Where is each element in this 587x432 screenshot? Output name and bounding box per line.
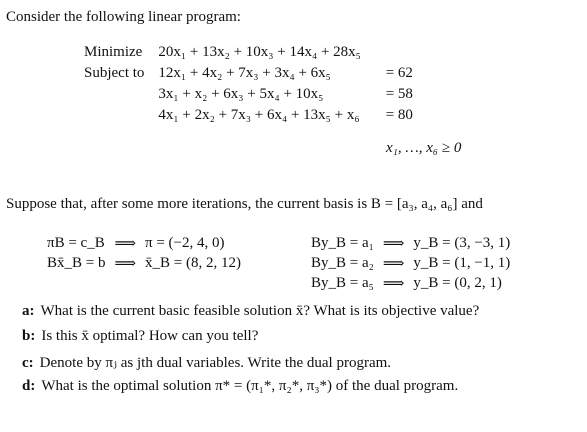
- objective-function: 20x₁ + 13x₂ + 10x₃ + 14x₄ + 28x₅: [158, 44, 361, 60]
- question-text: What is the current basic feasible solution x̄? What is its objective value?: [40, 303, 480, 319]
- derivation-result: y_B = (3, −3, 1): [413, 234, 511, 251]
- question-letter: a:: [22, 303, 35, 319]
- intro-text: Consider the following linear program:: [6, 9, 241, 25]
- question-text: Denote by πⱼ as jth dual variables. Write the dual program.: [39, 355, 392, 371]
- derivation-result: x̄_B = (8, 2, 12): [145, 254, 241, 271]
- implies-arrow: ⟹: [382, 275, 405, 292]
- constraint-lhs: 3x₁ + x₂ + 6x₃ + 5x₄ + 10x₅: [158, 86, 324, 102]
- dual-and-primal-derivations: [47, 233, 241, 273]
- derivation-result: y_B = (0, 2, 1): [413, 274, 502, 291]
- question-item: [22, 328, 479, 353]
- column-derivations: [311, 233, 510, 293]
- constraint-rhs: = 80: [385, 107, 413, 123]
- question-item: [22, 303, 479, 328]
- derivation-equation: By_B = a₂: [311, 254, 374, 271]
- constraint-lhs: 12x₁ + 4x₂ + 7x₃ + 3x₄ + 6x₅: [158, 65, 331, 81]
- question-letter: d:: [22, 378, 36, 394]
- question-letter: b:: [22, 328, 36, 344]
- question-text: What is the optimal solution π* = (π₁*, π₂*, π₃*) of the dual program.: [41, 378, 459, 394]
- basis-statement: Suppose that, after some more iterations, the current basis is B = [a₃, a₄, a₆] and: [6, 196, 483, 212]
- constraint-rhs: = 62: [385, 65, 413, 81]
- derivation-result: π = (−2, 4, 0): [145, 234, 225, 251]
- implies-arrow: ⟹: [114, 235, 136, 252]
- question-item: [22, 353, 479, 378]
- question-letter: c:: [22, 355, 34, 371]
- constraint-rhs: = 58: [385, 86, 413, 102]
- nonnegativity-constraint: x₁, …, x₆ ≥ 0: [386, 140, 462, 156]
- question-item: [22, 378, 479, 403]
- implies-arrow: ⟹: [114, 255, 136, 272]
- implies-arrow: ⟹: [382, 235, 405, 252]
- constraint-lhs: 4x₁ + 2x₂ + 7x₃ + 6x₄ + 13x₅ + x₆: [158, 107, 360, 123]
- question-text: Is this x̄ optimal? How can you tell?: [41, 328, 259, 344]
- derivation-equation: By_B = a₅: [311, 274, 374, 291]
- derivation-equation: πB = c_B: [47, 234, 105, 251]
- derivation-equation: By_B = a₁: [311, 234, 374, 251]
- question-list: [22, 303, 479, 403]
- objective-label: Minimize: [84, 44, 143, 60]
- derivation-result: y_B = (1, −1, 1): [413, 254, 511, 271]
- constraints-label: Subject to: [84, 65, 145, 81]
- linear-program: [84, 42, 413, 126]
- implies-arrow: ⟹: [382, 255, 405, 272]
- derivation-equation: Bx̄_B = b: [47, 254, 106, 271]
